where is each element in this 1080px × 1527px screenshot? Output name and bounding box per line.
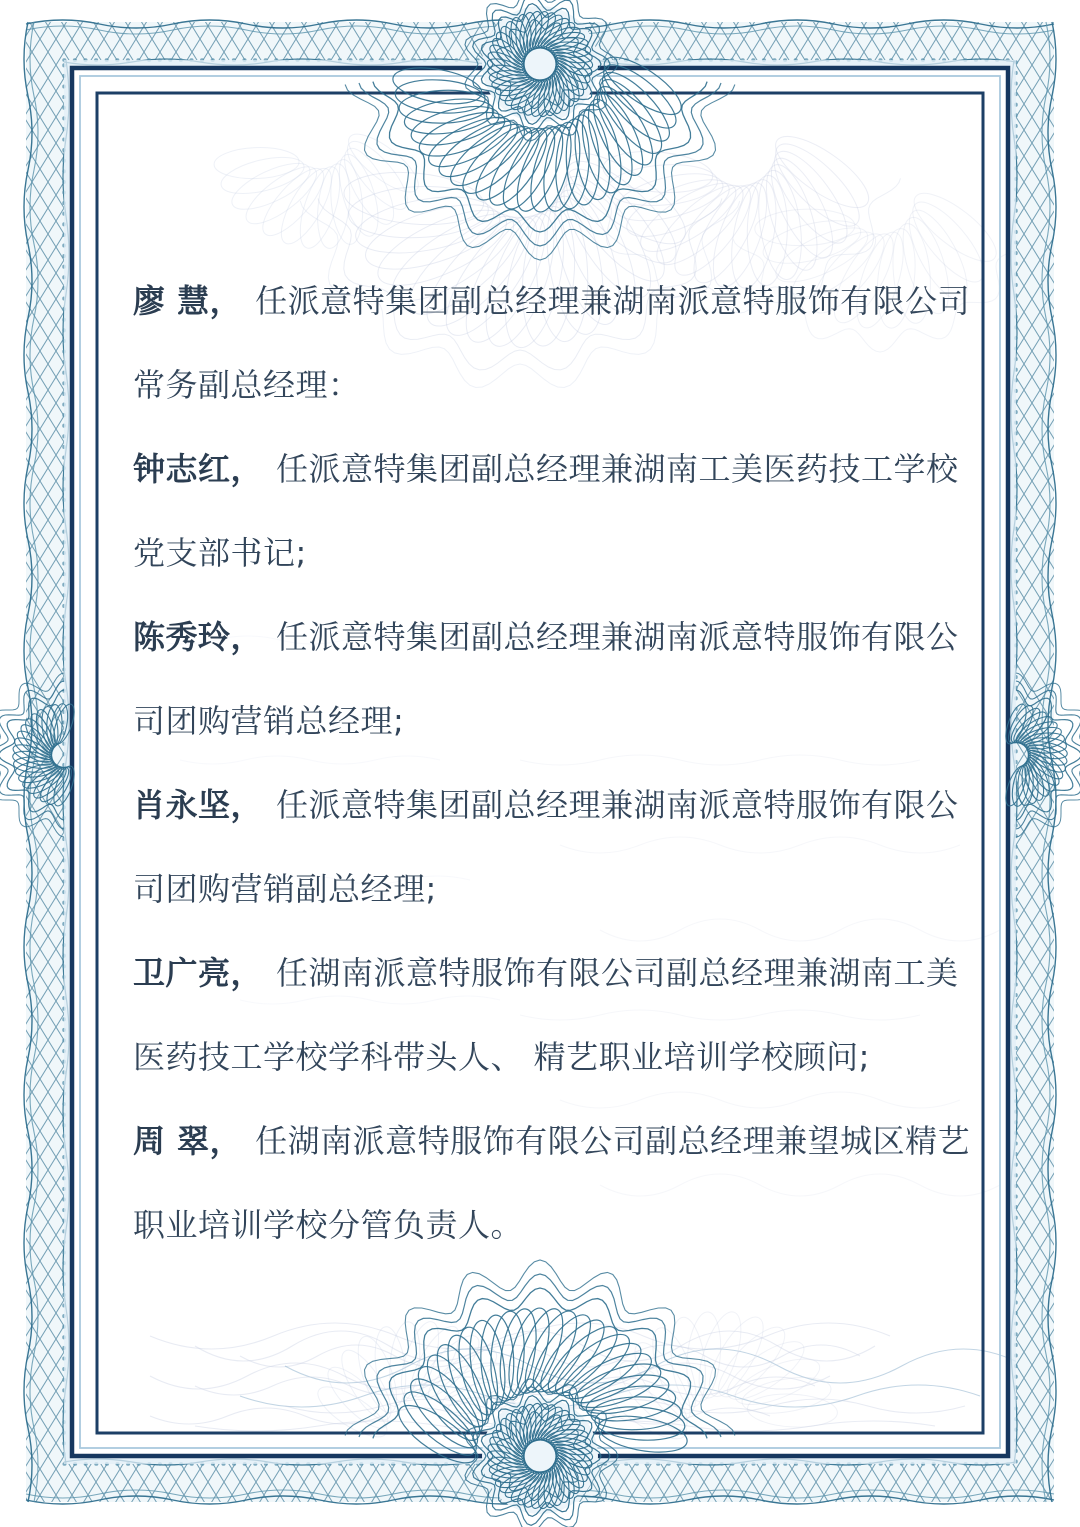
appointments-text [133, 259, 973, 1267]
appointment-entry [133, 259, 973, 427]
appointment-line-2: 常务副总经理： [133, 366, 361, 404]
appointment-entry [133, 763, 973, 931]
appointment-role: 任派意特集团副总经理兼湖南工美医药技工学校 [276, 450, 959, 488]
appointment-role: 任湖南派意特服饰有限公司副总经理兼湖南工美 [276, 954, 959, 992]
appointment-line-1 [133, 427, 973, 511]
appointment-line-1 [133, 1099, 973, 1183]
appointment-line-1 [133, 931, 973, 1015]
appointment-line-2: 司团购营销总经理; [133, 702, 405, 740]
appointment-line-2: 司团购营销副总经理; [133, 870, 437, 908]
appointment-role: 任派意特集团副总经理兼湖南派意特服饰有限公 [276, 618, 959, 656]
appointment-role: 任湖南派意特服饰有限公司副总经理兼望城区精艺 [255, 1122, 971, 1160]
appointment-line-2: 党支部书记; [133, 534, 307, 572]
person-name: 肖永坚， [133, 786, 264, 824]
person-name: 钟志红， [133, 450, 264, 488]
appointment-line-2: 职业培训学校分管负责人。 [133, 1206, 524, 1244]
appointment-line-1 [133, 763, 973, 847]
appointment-line-1 [133, 259, 973, 343]
appointment-entry [133, 427, 973, 595]
appointment-line-1 [133, 595, 973, 679]
person-name: 周 翠， [133, 1122, 243, 1160]
appointment-line-2: 医药技工学校学科带头人、 精艺职业培训学校顾问; [133, 1038, 870, 1076]
appointment-role: 任派意特集团副总经理兼湖南派意特服饰有限公 [276, 786, 959, 824]
person-name: 陈秀玲， [133, 618, 264, 656]
person-name: 廖 慧， [133, 282, 243, 320]
appointment-entry [133, 595, 973, 763]
person-name: 卫广亮， [133, 954, 264, 992]
appointment-entry [133, 1099, 973, 1267]
appointment-entry [133, 931, 973, 1099]
appointment-role: 任派意特集团副总经理兼湖南派意特服饰有限公司 [255, 282, 971, 320]
